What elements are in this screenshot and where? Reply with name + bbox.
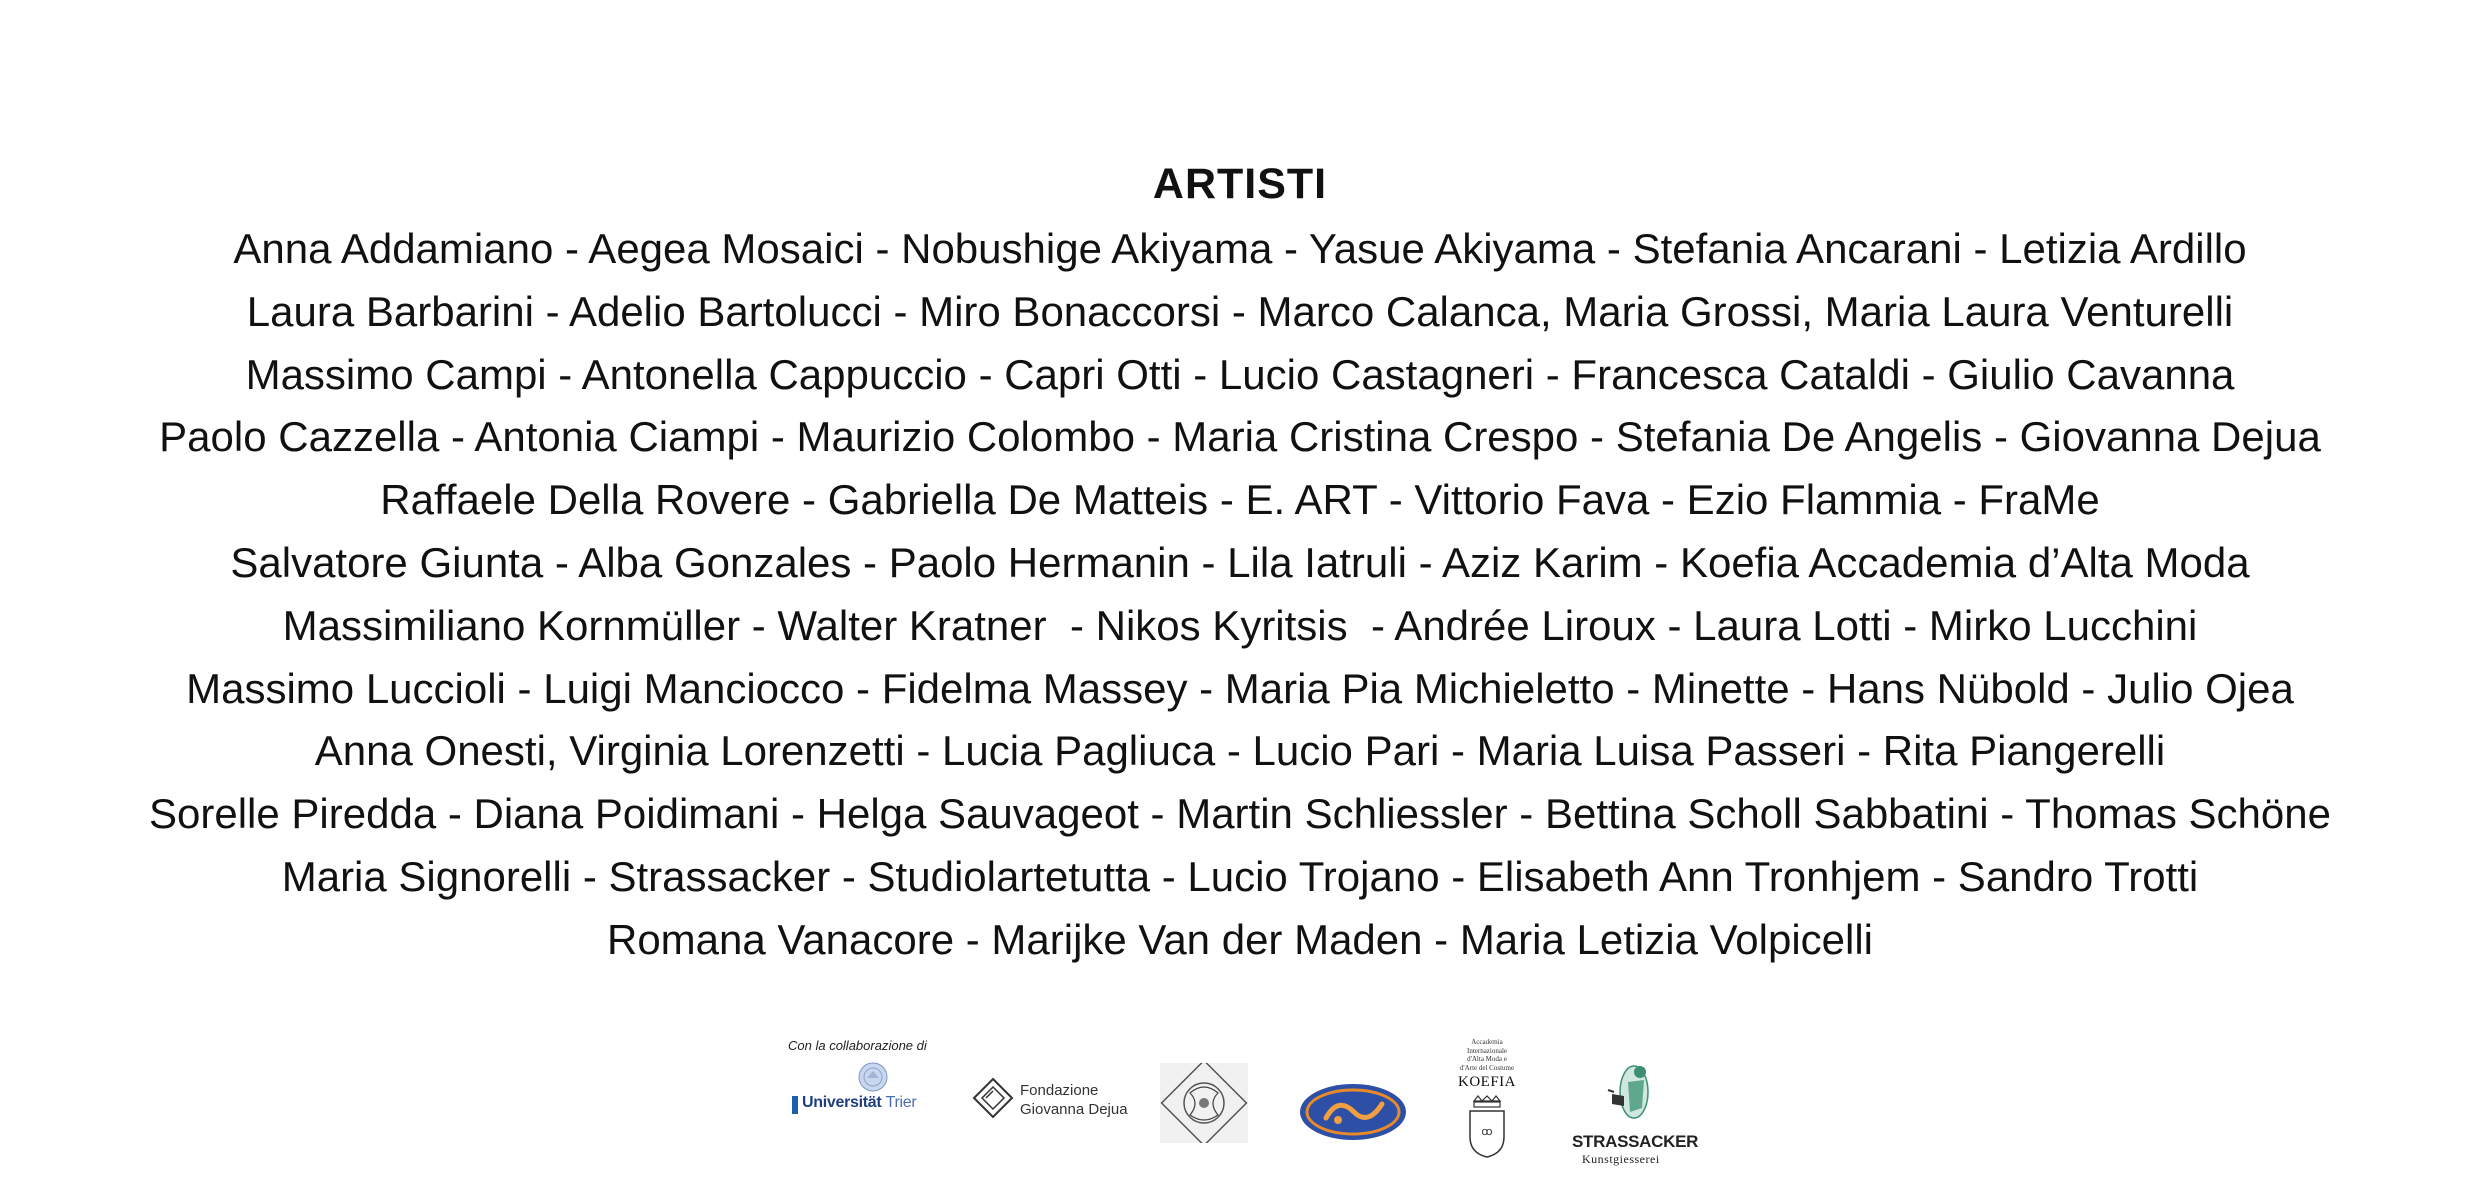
trier-mark-icon <box>792 1096 798 1114</box>
fondazione-dejua-logo <box>970 1075 1130 1131</box>
dejua-text <box>1020 1081 1128 1119</box>
artist-line: Anna Addamiano - Aegea Mosaici - Nobushige Akiyama - Yasue Akiyama - Stefania Ancarani - Letizia Ardillo <box>233 225 2247 272</box>
artist-line: Massimo Campi - Antonella Cappuccio - Capri Otti - Lucio Castagneri - Francesca Cataldi - Giulio Cavanna <box>245 350 2235 398</box>
ornamental-stamp-icon <box>1160 1063 1248 1143</box>
artist-line: Massimo Luccioli - Luigi Manciocco - Fidelma Massey - Maria Pia Michieletto - Minette - Hans Nübold - Julio Ojea <box>186 664 2294 712</box>
koefia-logo <box>1452 1038 1522 1178</box>
artist-line: Raffaele Della Rovere - Gabriella De Matteis - E. ART - Vittorio Fava - Ezio Flammia - FraMe <box>380 476 2100 524</box>
koefia-crest-icon <box>1452 1095 1522 1159</box>
strassacker-sub: Kunstgiesserei <box>1582 1152 1660 1166</box>
dejua-line-2: Giovanna Dejua <box>1020 1101 1128 1118</box>
trier-name <box>802 1094 916 1112</box>
universitat-trier-logo <box>790 1062 940 1112</box>
sponsor-strip <box>0 1030 2480 1181</box>
koefia-name: KOEFIA <box>1458 1074 1516 1090</box>
strassacker-logo <box>1568 1052 1708 1166</box>
artist-line: Anna Onesti, Virginia Lorenzetti - Lucia Pagliuca - Lucio Pari - Maria Luisa Passeri - Rita Piangerelli <box>314 727 2166 775</box>
svg-text:ꝏ: ꝏ <box>1481 1126 1493 1138</box>
university-seal-icon <box>855 1062 891 1092</box>
collaboration-label: Con la collaborazione di <box>788 1038 927 1053</box>
artist-line: Maria Signorelli - Strassacker - Studiolartetutta - Lucio Trojano - Elisabeth Ann Tronhjem - Sandro Trotti <box>281 852 2199 900</box>
artist-list <box>0 218 2480 972</box>
artist-line: Paolo Cazzella - Antonia Ciampi - Maurizio Colombo - Maria Cristina Crespo - Stefania De Angelis - Giovanna Dejua <box>159 413 2321 461</box>
strassacker-name: STRASSACKER <box>1572 1132 1699 1151</box>
artist-line: Romana Vanacore - Marijke Van der Maden - Maria Letizia Volpicelli <box>606 915 1874 963</box>
trier-name-main: Universität <box>802 1094 882 1111</box>
strassacker-figure-icon <box>1568 1052 1708 1130</box>
koefia-small-text: Accademia Internazionale d'Alta Moda e d'Arte del Costume <box>1459 1038 1515 1072</box>
artist-line: Salvatore Giunta - Alba Gonzales - Paolo Hermanin - Lila Iatruli - Aziz Karim - Koefia Accademia d’Alta Moda <box>230 538 2250 586</box>
blue-orange-oval-logo-icon <box>1298 1082 1408 1142</box>
page-title: ARTISTI <box>1152 160 1328 208</box>
trier-name-suffix: Trier <box>885 1094 917 1111</box>
artist-line: Massimiliano Kornmüller - Walter Kratner - Nikos Kyritsis - Andrée Liroux - Laura Lotti - Mirko Lucchini <box>282 601 2198 649</box>
dejua-diamond-icon <box>970 1075 1016 1125</box>
artist-line: Sorelle Piredda - Diana Poidimani - Helga Sauvageot - Martin Schliessler - Bettina Scholl Sabbatini - Thomas Schöne <box>149 790 2331 838</box>
artist-line: Laura Barbarini - Adelio Bartolucci - Miro Bonaccorsi - Marco Calanca, Maria Grossi, Maria Laura Venturelli <box>246 287 2234 335</box>
dejua-line-1: Fondazione <box>1020 1082 1099 1099</box>
